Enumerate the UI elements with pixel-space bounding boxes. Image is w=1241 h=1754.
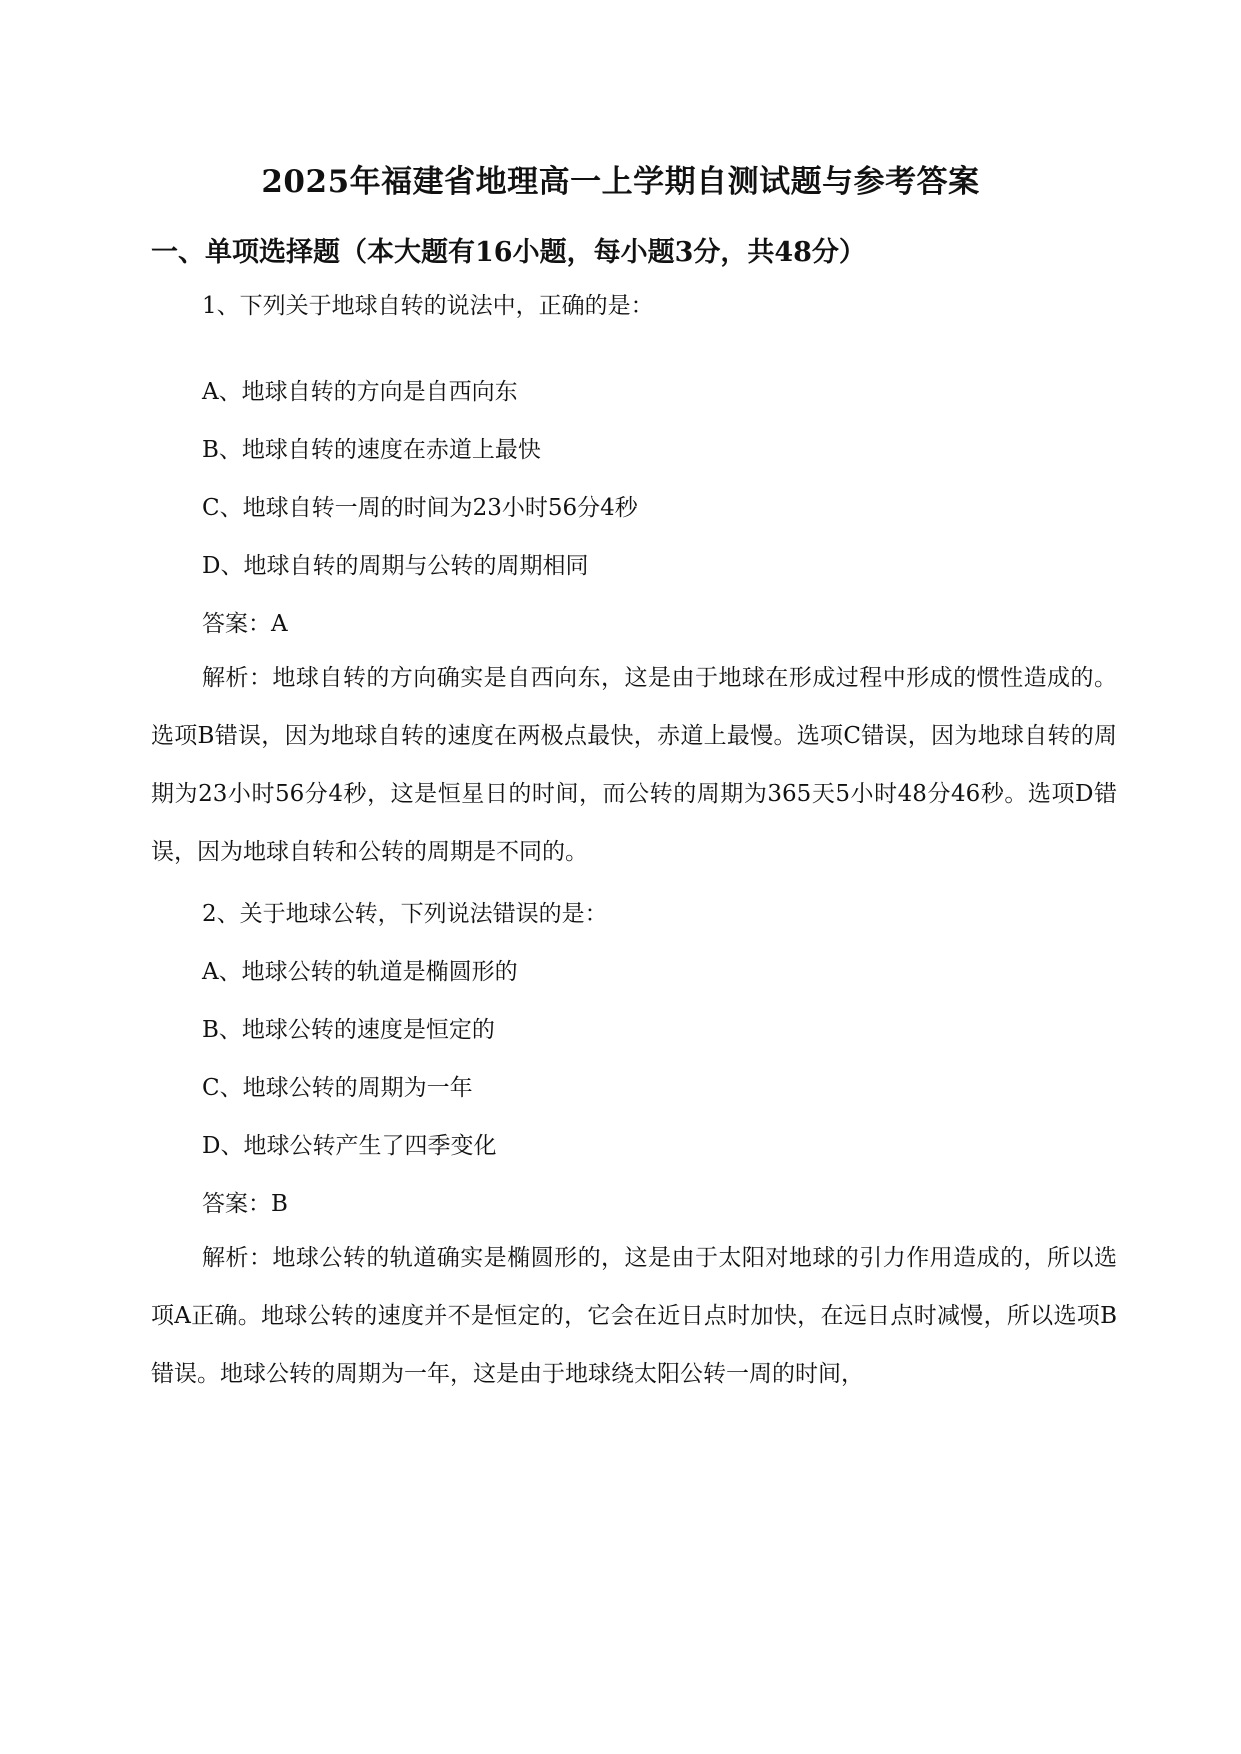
question-2-option-d: D、地球公转产生了四季变化 — [202, 1133, 497, 1159]
question-1-stem: 1、下列关于地球自转的说法中，正确的是： — [202, 293, 654, 319]
question-2-stem: 2、关于地球公转，下列说法错误的是： — [202, 901, 608, 927]
question-2-option-c: C、地球公转的周期为一年 — [202, 1075, 473, 1101]
question-1-analysis: 解析：地球自转的方向确实是自西向东，这是由于地球在形成过程中形成的惯性造成的。选项B错误，因为地球自转的速度在两极点最快，赤道上最慢。选项C错误，因为地球自转的周期为23小时56分4秒，这是恒星日的时间，而公转的周期为365天5小时48分46秒。选项D错误，因为地球自转和公转的周期是不同的。 — [151, 665, 1117, 865]
question-1-option-a: A、地球自转的方向是自西向东 — [202, 379, 518, 405]
question-2-analysis: 解析：地球公转的轨道确实是椭圆形的，这是由于太阳对地球的引力作用造成的，所以选项A正确。地球公转的速度并不是恒定的，它会在近日点时加快，在远日点时减慢，所以选项B错误。地球公转的周期为一年，这是由于地球绕太阳公转一周的时间， — [151, 1245, 1117, 1387]
document-title: 2025年福建省地理高一上学期自测试题与参考答案 — [261, 164, 980, 200]
question-2-option-a: A、地球公转的轨道是椭圆形的 — [202, 959, 518, 985]
question-1-option-d: D、地球自转的周期与公转的周期相同 — [202, 553, 589, 579]
question-1-option-c: C、地球自转一周的时间为23小时56分4秒 — [202, 495, 638, 521]
question-2-option-b: B、地球公转的速度是恒定的 — [202, 1017, 495, 1043]
question-1-option-b: B、地球自转的速度在赤道上最快 — [202, 437, 541, 463]
question-2-answer: 答案：B — [202, 1191, 288, 1217]
section-heading: 一、单项选择题（本大题有16小题，每小题3分，共48分） — [151, 237, 866, 268]
question-1-answer: 答案：A — [202, 611, 288, 637]
